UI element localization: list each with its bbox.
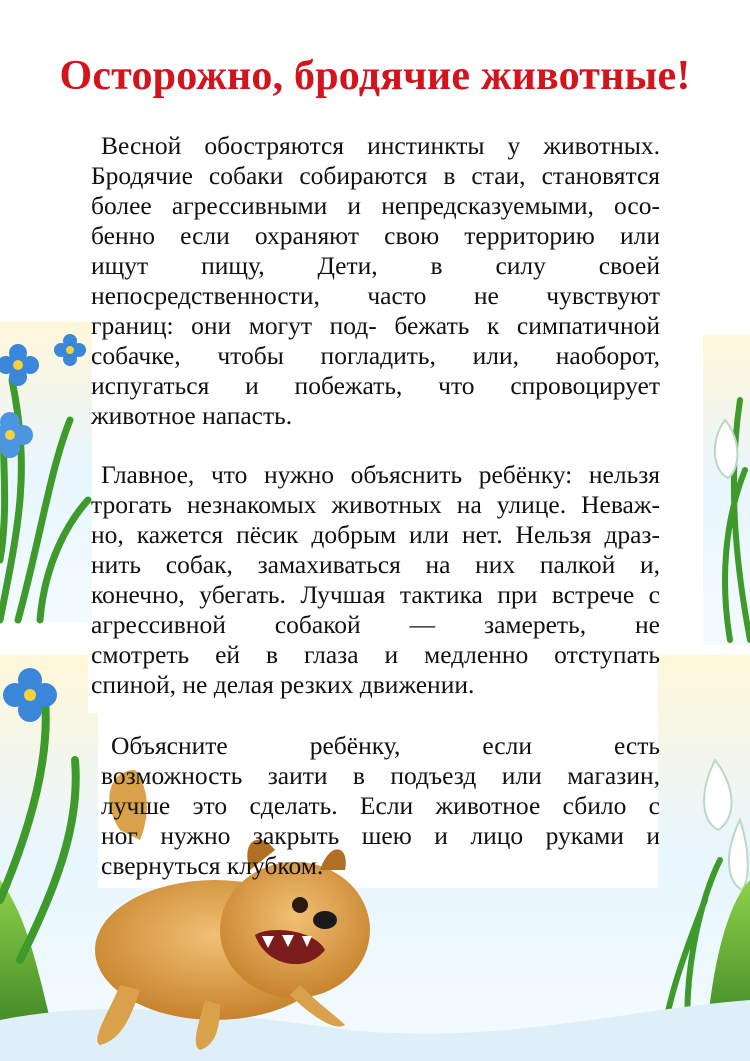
paragraph-line: возможность заити в подъезд или магазин, <box>101 761 660 790</box>
paragraph-2 <box>91 460 660 700</box>
paragraph-line: испугаться и побежать, что спровоцирует <box>91 371 660 400</box>
paragraph-line: животное напасть. <box>91 401 293 430</box>
paragraph-line: более агрессивными и непредсказуемыми, осо- <box>91 191 660 220</box>
paragraph-3 <box>101 731 660 881</box>
paragraph-line: Весной обостряются инстинкты у животных. <box>101 131 660 160</box>
paragraph-line: Главное, что нужно объяснить ребёнку: нельзя <box>101 460 660 489</box>
paragraph-line: но, кажется пёсик добрым или нет. Нельзя драз- <box>91 520 660 549</box>
paragraph-line: ног нужно закрыть шею и лицо руками и <box>101 821 660 850</box>
paragraph-line: собачке, чтобы погладить, или, наоборот, <box>91 341 660 370</box>
paragraph-line: бенно если охраняют свою территорию или <box>91 221 660 250</box>
paragraph-line: агрессивной собакой — замереть, не <box>91 610 660 639</box>
paragraph-line: смотреть ей в глаза и медленно отступать <box>91 640 660 669</box>
paragraph-line: свернуться клубком. <box>101 851 324 880</box>
paragraph-line: лучше это сделать. Если животное сбило с <box>101 791 660 820</box>
paragraph-line: нить собак, замахиваться на них палкой и, <box>91 550 660 579</box>
paragraph-line: непосредственности, часто не чувствуют <box>91 281 660 310</box>
paragraph-1 <box>91 131 660 431</box>
page-title: Осторожно, бродячие животные! <box>59 53 691 99</box>
paragraph-line: Бродячие собаки собираются в стаи, становятся <box>91 161 660 190</box>
paragraph-line: трогать незнакомых животных на улице. Неваж- <box>91 490 660 519</box>
paragraph-line: спиной, не делая резких движении. <box>91 670 475 699</box>
paragraph-line: границ: они могут под- бежать к симпатичной <box>91 311 660 340</box>
paragraph-line: конечно, убегать. Лучшая тактика при встрече с <box>91 580 660 609</box>
paragraph-line: ищут пищу, Дети, в силу своей <box>91 251 660 280</box>
paragraph-line: Объясните ребёнку, если есть <box>111 731 660 760</box>
